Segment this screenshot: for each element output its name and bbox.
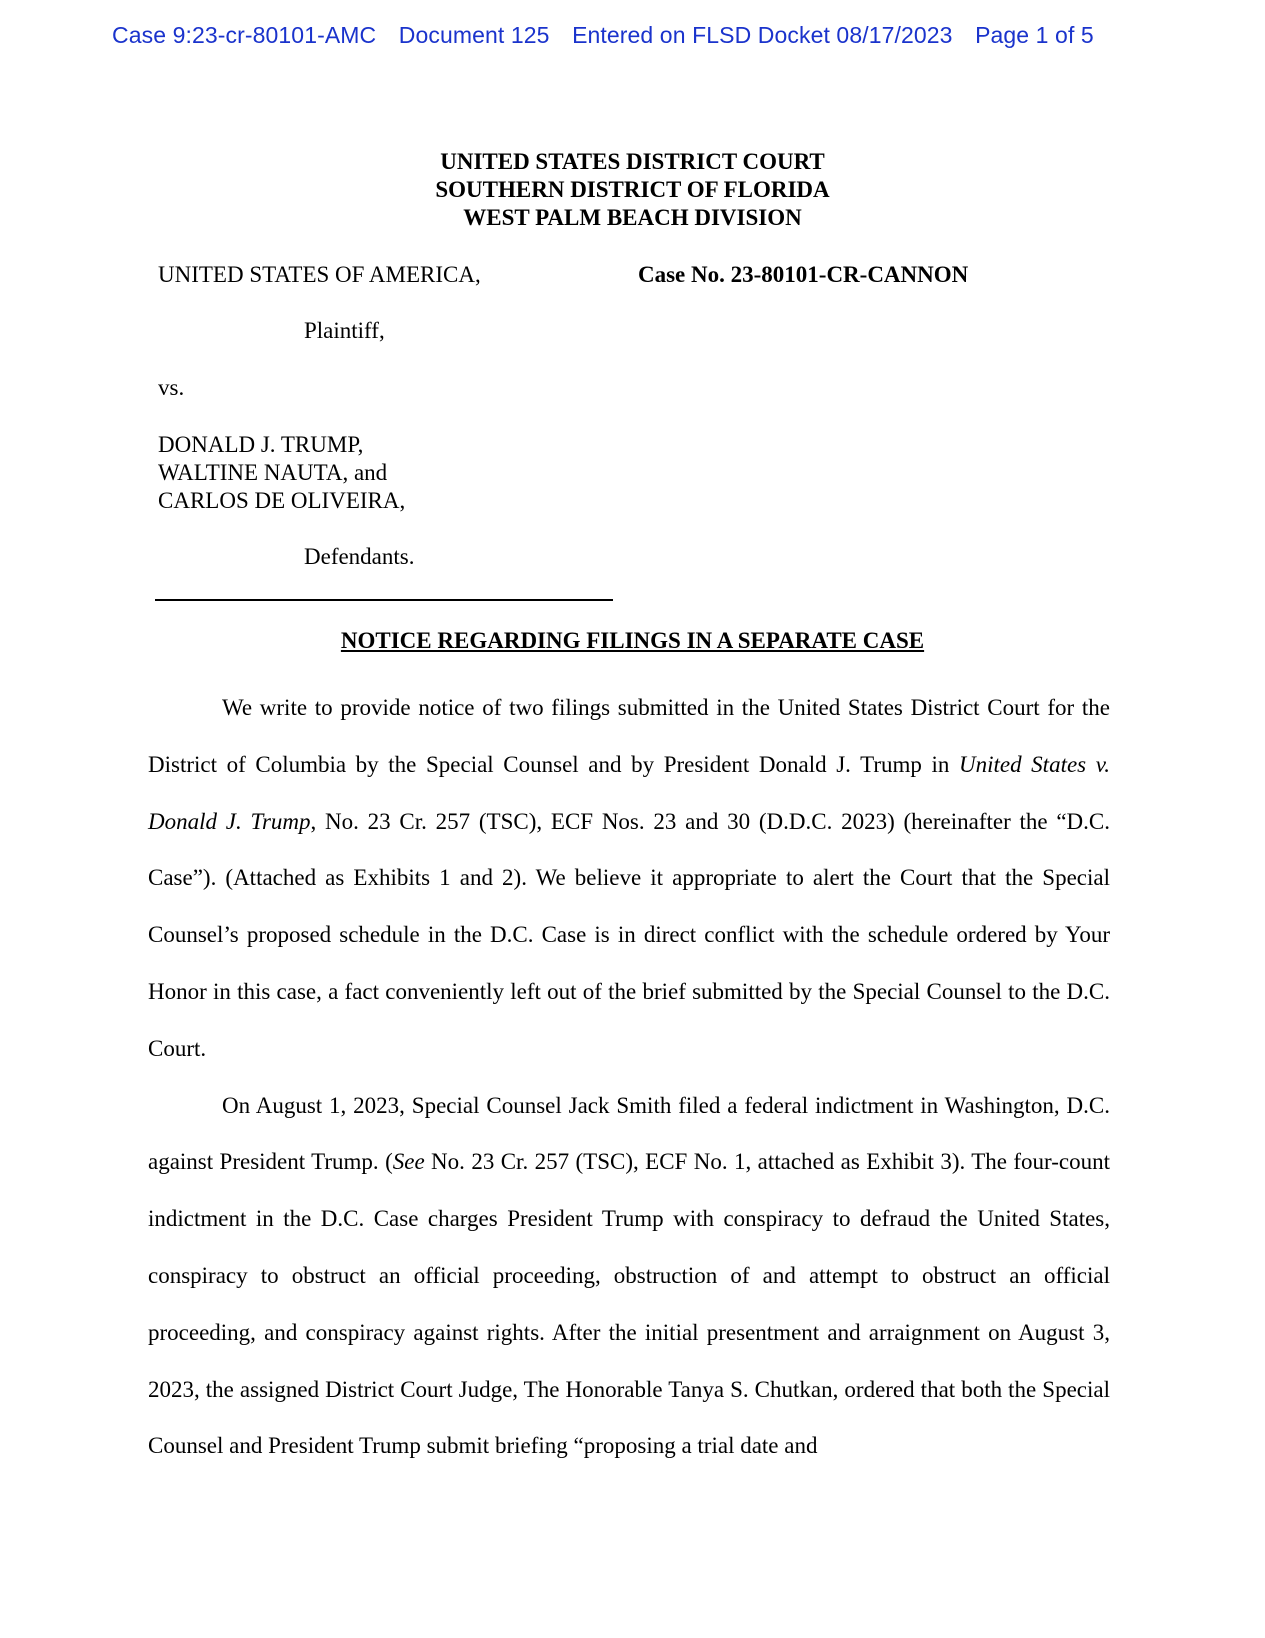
stamp-document-number: Document 125 <box>398 22 550 48</box>
stamp-page-count: Page 1 of 5 <box>975 22 1094 48</box>
paragraph-text: , No. 23 Cr. 257 (TSC), ECF Nos. 23 and 30 (D.D.C. 2023) (hereinafter the “D.C. Case”). (Attached as Exhibits 1 and 2). We believe it appropriate to alert the Court that the Special Counsel’s proposed schedule in the D.C. Case is in direct conflict with the schedule ordered by Your Honor in this case, a fact conveniently left out of the brief submitted by the Special Counsel to the D.C. Court. <box>148 808 1110 1061</box>
court-district: SOUTHERN DISTRICT OF FLORIDA <box>435 177 830 202</box>
versus-label: vs. <box>158 375 185 400</box>
court-heading <box>0 148 1265 232</box>
defendant-name: WALTINE NAUTA, and <box>158 460 388 485</box>
paragraph-text: No. 23 Cr. 257 (TSC), ECF No. 1, attached as Exhibit 3). The four-count indictment in the D.C. Case charges President Trump with conspiracy to defraud the United States, conspiracy to obstruct an official proceeding, obstruction of and attempt to obstruct an official proceeding, and conspiracy against rights. After the initial presentment and arraignment on August 3, 2023, the assigned District Court Judge, The Honorable Tanya S. Chutkan, ordered that both the Special Counsel and President Trump submit briefing “proposing a trial date and <box>148 1149 1110 1459</box>
body-paragraph <box>148 680 1110 1078</box>
court-division: WEST PALM BEACH DIVISION <box>463 205 802 230</box>
defendants-role: Defendants. <box>304 544 415 569</box>
document-body <box>148 680 1110 1475</box>
defendants-list <box>158 431 405 515</box>
stamp-entered-date: Entered on FLSD Docket 08/17/2023 <box>572 22 953 48</box>
court-name: UNITED STATES DISTRICT COURT <box>440 149 825 174</box>
caption-divider <box>155 599 613 601</box>
see-signal: See <box>392 1149 425 1175</box>
document-title: NOTICE REGARDING FILINGS IN A SEPARATE CASE <box>340 628 925 653</box>
paragraph-text: On August 1, 2023, Special Counsel Jack Smith filed a federal indictment in Washington, D.C. against President Trump. ( <box>148 1092 1110 1175</box>
plaintiff-name: UNITED STATES OF AMERICA, <box>158 262 481 287</box>
defendant-name: DONALD J. TRUMP, <box>158 432 364 457</box>
docket-header-stamp <box>112 22 1110 49</box>
stamp-case-number: Case 9:23-cr-80101-AMC <box>112 22 377 48</box>
case-number: Case No. 23-80101-CR-CANNON <box>638 262 969 287</box>
plaintiff-role: Plaintiff, <box>304 318 385 343</box>
defendant-name: CARLOS DE OLIVEIRA, <box>158 488 406 513</box>
body-paragraph <box>148 1078 1110 1476</box>
paragraph-text: We write to provide notice of two filings submitted in the United States District Court for the District of Columbia by the Special Counsel and by President Donald J. Trump in <box>148 695 1110 777</box>
case-citation: United States v. Donald J. Trump <box>148 751 1110 834</box>
